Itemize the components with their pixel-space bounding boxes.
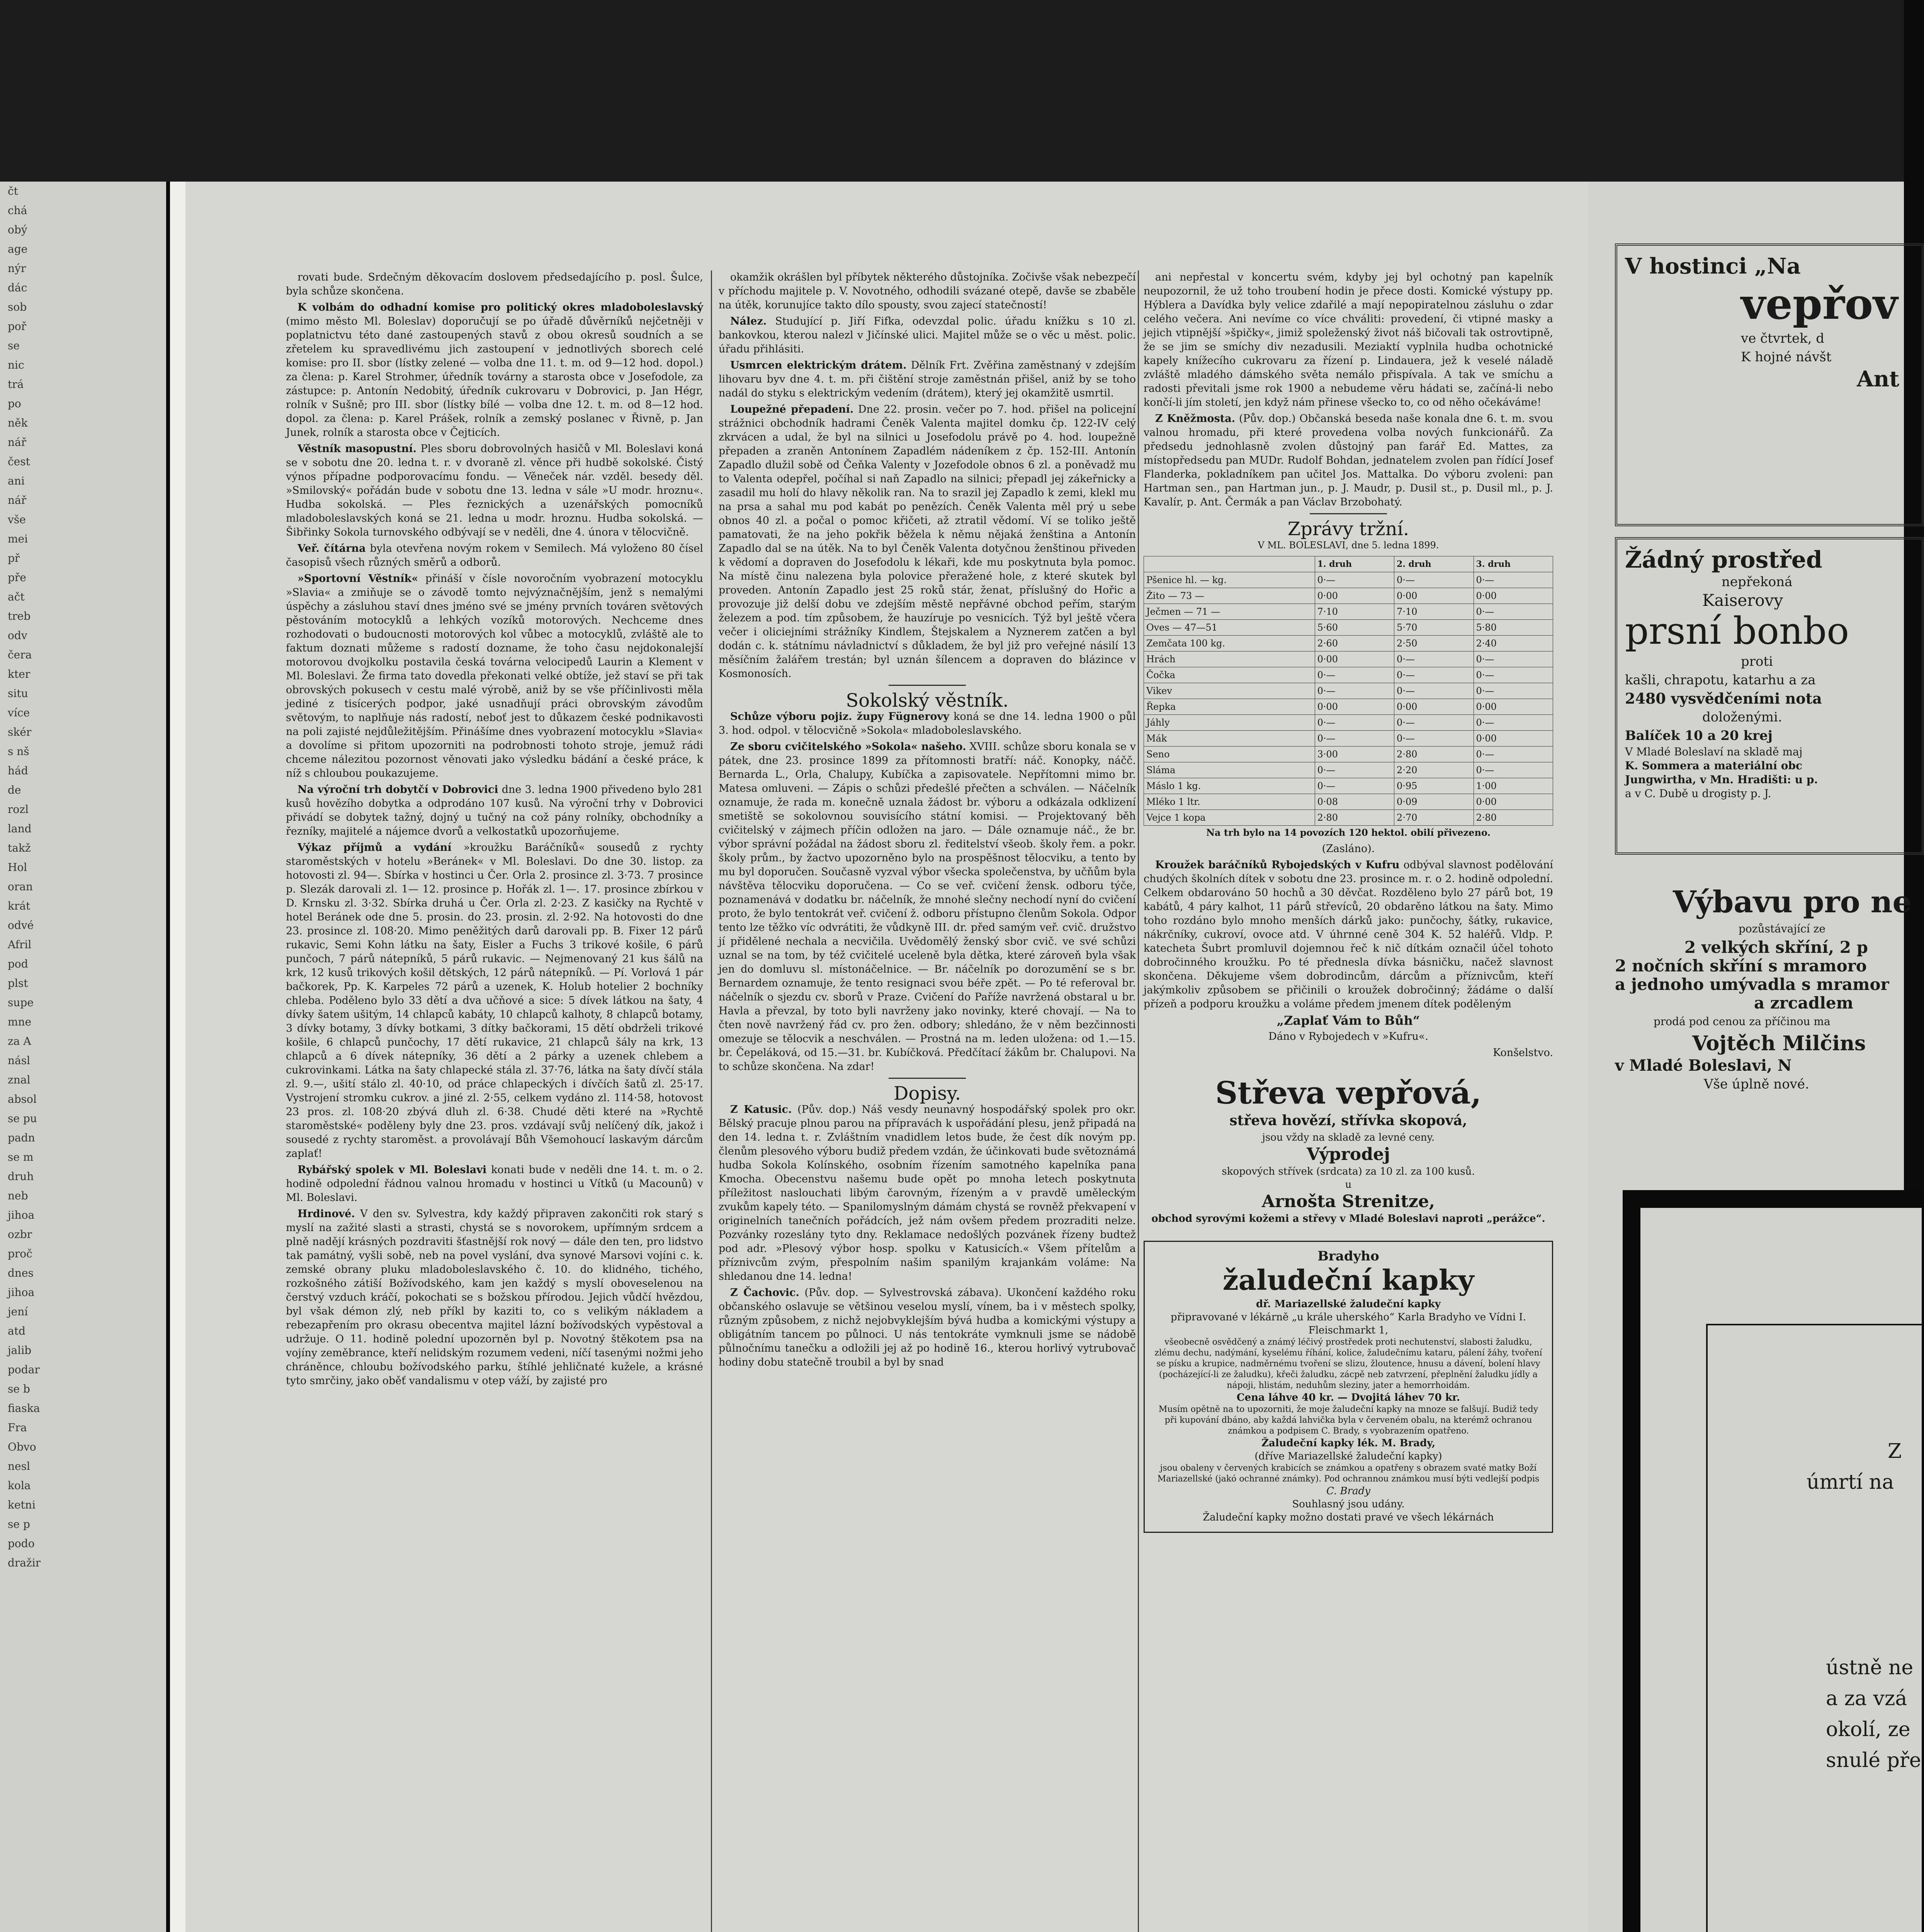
market-row bbox=[1144, 762, 1553, 778]
katusic-title: Z Katusic. bbox=[730, 1104, 792, 1116]
margin-fragment: nýr bbox=[8, 262, 26, 275]
streva-advertisement bbox=[1144, 1068, 1553, 1233]
market-price: 0·00 bbox=[1474, 731, 1553, 747]
margin-fragment: čest bbox=[8, 455, 30, 468]
nalez-article bbox=[719, 315, 1136, 356]
sokol-article-1 bbox=[719, 710, 1136, 738]
masopust-title: Věstník masopustní. bbox=[297, 443, 417, 455]
market-price: 2·80 bbox=[1315, 810, 1394, 826]
rybar-article bbox=[286, 1163, 703, 1205]
market-row bbox=[1144, 572, 1553, 588]
loup-title: Loupežné přepadení. bbox=[730, 403, 854, 415]
katusic-article bbox=[719, 1103, 1136, 1284]
market-price: 7·10 bbox=[1315, 604, 1394, 620]
market-price: 0·— bbox=[1474, 667, 1553, 683]
margin-fragment: chá bbox=[8, 204, 27, 217]
market-row bbox=[1144, 604, 1553, 620]
market-commodity: Čočka bbox=[1144, 667, 1315, 683]
margin-fragment: odv bbox=[8, 629, 27, 642]
market-price: 7·10 bbox=[1394, 604, 1474, 620]
loup-article bbox=[719, 403, 1136, 681]
market-price: 0·00 bbox=[1315, 588, 1394, 604]
margin-fragment: obý bbox=[8, 223, 27, 236]
market-price: 0·— bbox=[1474, 604, 1553, 620]
market-price: 0·00 bbox=[1315, 699, 1394, 715]
margin-fragment: sob bbox=[8, 301, 27, 313]
dobrovice-article bbox=[286, 783, 703, 838]
market-price: 0·09 bbox=[1394, 794, 1474, 810]
brady-title: žaludeční kapky bbox=[1222, 1264, 1474, 1296]
column-rule-1 bbox=[711, 270, 712, 1932]
market-commodity: Ječmen — 71 — bbox=[1144, 604, 1315, 620]
market-note: Na trh bylo na 14 povozích 120 hektol. obilí přivezeno. bbox=[1206, 827, 1491, 838]
nalez-title: Nález. bbox=[730, 315, 767, 327]
vybava-line-10: Vše úplně nové. bbox=[1704, 1077, 1809, 1092]
margin-fragment: po bbox=[8, 397, 21, 410]
kaiser-line-4: prsní bonbo bbox=[1625, 609, 1849, 653]
kufr-signature: Konšelstvo. bbox=[1493, 1047, 1553, 1059]
margin-fragment: de bbox=[8, 784, 21, 796]
margin-fragment: padn bbox=[8, 1131, 35, 1144]
market-price: 0·— bbox=[1315, 762, 1394, 778]
market-price: 0·— bbox=[1474, 762, 1553, 778]
hostinec-line-4: K hojné návšt bbox=[1741, 349, 1832, 365]
margin-fragment: ačt bbox=[8, 590, 25, 603]
market-price: 0·— bbox=[1315, 715, 1394, 731]
obituary-inner-border bbox=[1706, 1324, 1924, 1932]
market-subtitle: V ML. BOLESLAVI, dne 5. ledna 1899. bbox=[1258, 540, 1439, 551]
brady-line-2: všeobecně osvědčený a známý léčivý prostředek proti nechutenství, slabosti žaludku, zlému dechu, nadýmání, kyselému říhání, kolice, žaludečnímu kataru, pálení žáhy, tvoření se písku a krupice, nadměrnému tvoření se slizu, žloutence, hnusu a dávení, bolení hlavy (pocházející-li ze žaludku), křeči žaludku, zácpě neb zatvrzení, přeplnění žaludku jídly a nápoji, hlistám, neduhům sleziny, jater a hemorrhoidám. bbox=[1154, 1337, 1542, 1390]
kos-title: Z Kněžmosta. bbox=[1155, 413, 1236, 425]
market-price: 0·00 bbox=[1474, 699, 1553, 715]
brady-signature: C. Brady bbox=[1326, 1485, 1370, 1497]
market-price: 2·20 bbox=[1394, 762, 1474, 778]
brady-line-3: Žaludeční kapky lék. M. Brady, bbox=[1261, 1437, 1435, 1449]
market-price: 0·— bbox=[1315, 683, 1394, 699]
vykaz-title: Výkaz příjmů a vydání bbox=[297, 842, 452, 854]
sokol-section-title: Sokolský věstník. bbox=[846, 690, 1009, 711]
kaiser-line-12: Jungwirtha, v Mn. Hradišti: u p. bbox=[1625, 773, 1818, 786]
section-divider bbox=[889, 685, 966, 686]
vybava-line-9: v Mladé Boleslavi, N bbox=[1615, 1056, 1792, 1075]
citarna-text: byla otevřena novým rokem v Semilech. Má vyloženo 80 čísel časopisů všech různých směrů a odborů. bbox=[286, 543, 703, 568]
vybava-line-5: a jednoho umývadla s mramor bbox=[1615, 975, 1889, 994]
market-header-cell bbox=[1144, 556, 1315, 572]
market-row bbox=[1144, 620, 1553, 636]
margin-fragment: neb bbox=[8, 1189, 28, 1202]
sokol-p2-text: XVIII. schůze sboru konala se v pátek, dne 23. prosince 1899 za přítomnosti bratří: náč. Konopky, náčč. Bernarda L., Orla, Chalupy, Kubíčka a zapisovatele. Nepřítomni mimo br. Matesa omluveni. — Zápis o schůzi předešlé přečten a schválen. — Náčelník oznamuje, že rada m. konečně uznala žádost br. výboru a odkázala odklizení smetiště se sokolovnou souvisícího státní komisi. — Projektovaný běh cvičitelský v zájmech příčin odložen na jaro. — Dále oznamuje náč., že br. výbor správní požádal na žádost sboru zl. ředitelství všeob. školy řem. a pokr. školy prům., by žactvo upozorněno bylo na prospěšnost tělocviku, a tento by mu byl doporučen. Současně vyzval výbor všecka společenstva, by učňům byla návštěva tělocviku doporučena. — Co se veř. cvičení žensk. odboru týče, poznamenává v dodatku br. náčelník, že mnohé slečny nechodí nyní do cvičení proto, že bylo tentokrát veř. cvičení ž. odboru přístupno členům Sokola. Odpor tento lze těžko víc odvrátiti, že vůdkyně III. dr. před samým veř. cvič. družstvo jí přidělené nechala a necvičila. Uvědomělý ženský sbor cvič. ve své schůzi uznal se na tom, by též cvičitelé uceleně byla dětka, které zároveň byla však jen do domluvu sl. místonáčelnice. — Br. náčelník po dorozumění se s br. Bernardem oznamuje, že tento resignaci svou béře zpět. — Po té referoval br. náčelník o sjezdu cv. sborů v Praze. Cvičení do Paříže navržená obstaral u br. Havla a převzal, by toto byli navrženy jako novinky, které chovají. — Na to čten nově navržený řád cv. pro žen. odbory; shledáno, že v něm bezčinnosti omezuje se tělocvik a neschválen. — Prostná na m. leden uložena: od 1.—15. br. Čepeláková, od 15.—31. br. Kubíčková. Předčítací žákům br. Chalupovi. Na to schůze skončena. Na zdar! bbox=[719, 741, 1136, 1073]
market-price: 0·— bbox=[1474, 683, 1553, 699]
dopisy-section-title: Dopisy. bbox=[893, 1083, 961, 1104]
market-row bbox=[1144, 810, 1553, 826]
brady-line-6: Souhlasný jsou udány. bbox=[1292, 1498, 1405, 1510]
brady-advertisement bbox=[1144, 1241, 1553, 1533]
streva-line-5: skopových střívek (srdcata) za 10 zl. za 100 kusů. bbox=[1222, 1166, 1475, 1177]
market-price: 2·70 bbox=[1394, 810, 1474, 826]
market-price: 0·— bbox=[1315, 667, 1394, 683]
kaiser-advertisement bbox=[1615, 537, 1924, 855]
market-commodity: Mák bbox=[1144, 731, 1315, 747]
market-price: 0·— bbox=[1315, 572, 1394, 588]
market-price: 0·— bbox=[1315, 731, 1394, 747]
margin-fragment: mne bbox=[8, 1015, 32, 1028]
previous-page-margin bbox=[0, 182, 166, 1932]
market-header-cell: 1. druh bbox=[1315, 556, 1394, 572]
margin-fragment: supe bbox=[8, 996, 34, 1009]
margin-fragment: odvé bbox=[8, 919, 34, 932]
kos-text: (Pův. dop.) Občanská beseda naše konala dne 6. t. m. svou valnou hromadu, při které provedena volba nových funkcionářů. Za předsedu jednohlasně zvolen důstojný pan farář Ed. Mattes, za místopředsedu pan MUDr. Rudolf Bohdan, jednatelem zvolen pan řídící Josef Flanderka, pokladníkem pan učitel Jos. Mattalka. Do výboru zvoleni: pan Hartman sen., pan Hartman jun., p. J. Maudr, p. Dusil st., p. Dusil ml., p. J. Kavalír, p. Ant. Čermák a pan Václav Brzobohatý. bbox=[1144, 413, 1553, 508]
brady-warning: Musím opětně na to upozorniti, že moje žaludeční kapky na mnoze se falšují. Budiž tedy při kupování dbáno, aby každá lahvička byla v červeném obalu, na kterémž ochranou známkou a podpisem C. Brady, s vyobrazením opatřeno. bbox=[1158, 1405, 1538, 1436]
obituary-line-2: úmrtí na bbox=[1807, 1471, 1894, 1494]
market-price: 0·— bbox=[1394, 651, 1474, 667]
market-row bbox=[1144, 715, 1553, 731]
market-row bbox=[1144, 747, 1553, 762]
vybava-line-3: 2 velkých skříní, 2 p bbox=[1684, 938, 1868, 957]
market-price: 0·00 bbox=[1394, 588, 1474, 604]
streva-line-6: u bbox=[1345, 1179, 1352, 1190]
margin-fragment: plst bbox=[8, 977, 28, 990]
margin-fragment: absol bbox=[8, 1093, 37, 1105]
margin-fragment: proč bbox=[8, 1247, 32, 1260]
hrdinove-continued: okamžik okrášlen byl příbytek některého důstojníka. Zočivše však nebezpečí v příchodu majitele p. V. Novotného, odhodili svázané otepě, davše se zbaběle na útěk, korunujíce takto dílo spousty, svou zajecí statečností! bbox=[719, 271, 1136, 311]
sokol-p2-title: Ze sboru cvičitelského »Sokola« našeho. bbox=[730, 741, 966, 753]
sokol-article-2 bbox=[719, 740, 1136, 1074]
margin-fragment: situ bbox=[8, 687, 28, 700]
komise-title: K volbám do odhadní komise pro politický okres mladoboleslavský bbox=[297, 301, 703, 313]
sokol-p1-text: koná se dne 14. ledna 1900 o půl 3. hod. odpol. v tělocvičně »Sokola« mladoboleslavského. bbox=[719, 711, 1136, 736]
market-price: 0·— bbox=[1394, 731, 1474, 747]
citarna-title: Veř. čítárna bbox=[297, 543, 366, 554]
market-row bbox=[1144, 778, 1553, 794]
kufr-title: Kroužek baráčníků Rybojedských v Kufru bbox=[1155, 859, 1400, 871]
market-price: 2·80 bbox=[1394, 747, 1474, 762]
margin-fragment: jihoa bbox=[8, 1209, 35, 1221]
margin-fragment: trá bbox=[8, 378, 24, 391]
market-price: 0·00 bbox=[1474, 588, 1553, 604]
brady-price: Cena láhve 40 kr. — Dvojitá láhev 70 kr. bbox=[1236, 1392, 1460, 1403]
market-commodity: Vejce 1 kopa bbox=[1144, 810, 1315, 826]
obituary-line-1: Z bbox=[1888, 1440, 1902, 1463]
market-price: 0·00 bbox=[1315, 651, 1394, 667]
margin-fragment: land bbox=[8, 822, 32, 835]
scan-border-top bbox=[0, 0, 1904, 182]
market-price: 0·00 bbox=[1474, 794, 1553, 810]
margin-fragment: něk bbox=[8, 417, 28, 429]
market-row bbox=[1144, 683, 1553, 699]
citarna-article bbox=[286, 542, 703, 570]
kaiser-line-7: 2480 vysvědčeními nota bbox=[1625, 690, 1822, 707]
dobrovice-title: Na výroční trh dobytčí v Dobrovici bbox=[297, 784, 498, 796]
market-table bbox=[1144, 556, 1553, 826]
market-commodity: Oves — 47—51 bbox=[1144, 620, 1315, 636]
market-price: 2·80 bbox=[1474, 810, 1553, 826]
dobrovice-text: dne 3. ledna 1900 přivedeno bylo 281 kusů hovězího dobytka a odprodáno 107 kusů. Na výroční trhy v Dobrovici přivádí se dobytek tažný, dojný u tučný na což pány rolníky, obchodníky a řezníky, majitelé a nájemce dvorů a velkostatků upozorňujeme. bbox=[286, 784, 703, 837]
margin-fragment: znal bbox=[8, 1073, 31, 1086]
brady-line-4: (dříve Mariazellské žaludeční kapky) bbox=[1254, 1451, 1442, 1462]
market-price: 0·08 bbox=[1315, 794, 1394, 810]
column-3 bbox=[1144, 270, 1553, 1541]
margin-fragment: mei bbox=[8, 532, 28, 545]
margin-fragment: ani bbox=[8, 474, 25, 487]
market-table-body bbox=[1144, 572, 1553, 826]
obituary-line-6: snulé pře bbox=[1826, 1749, 1921, 1772]
margin-fragment: více bbox=[8, 706, 30, 719]
brady-subtitle: dř. Mariazellské žaludeční kapky bbox=[1256, 1298, 1441, 1310]
market-price: 0·— bbox=[1394, 683, 1474, 699]
kaiser-line-2: nepřekoná bbox=[1722, 574, 1793, 590]
market-commodity: Máslo 1 kg. bbox=[1144, 778, 1315, 794]
market-price: 0·— bbox=[1394, 667, 1474, 683]
brady-line-5: jsou obaleny v červených krabicích se známkou a opatřeny s obrazem svaté matky Boží Mariazellské (jakó ochranné známky). Pod ochrannou známkou musí býti vedlejší podpis bbox=[1157, 1463, 1540, 1484]
market-commodity: Mléko 1 ltr. bbox=[1144, 794, 1315, 810]
streva-title: Střeva vepřová, bbox=[1215, 1075, 1482, 1111]
vybava-line-8: Vojtěch Milčins bbox=[1692, 1032, 1866, 1055]
hostinec-line-2: vepřov bbox=[1741, 279, 1898, 329]
komise-text: (mimo město Ml. Boleslav) doporučují se po úřadě důvěrníků nejčetněji v poplatnictvu této dané zastoupených stavů z obou okresů soudních a se zřetelem ku spravedlivému jich zastoupení v jednotlivých sborech celé komise: pro II. sbor (lístky zelené — volba dne 11. t. m. od 9—12 hod. dopol.) za člena: p. Karel Strohmer, úředník továrny a starosta obce v Josefodole, za zástupce: p. Antonín Nedobitý, úředník cukrovaru v Dobrovici, p. Jan Hégr, rolník v Sušně; pro III. sbor (lístky bílé — volba dne 12. t. m. od 8—12 hod. dopol. za člena: p. Karel Prášek, rolník a zemský poslanec v Řivně, p. Jan Junek, rolník a starosta obce v Čejticích. bbox=[286, 315, 703, 439]
margin-fragment: oran bbox=[8, 880, 33, 893]
market-price: 0·— bbox=[1315, 778, 1394, 794]
market-table-header bbox=[1144, 556, 1553, 572]
margin-fragment: dnes bbox=[8, 1267, 34, 1279]
margin-fragment: age bbox=[8, 243, 28, 255]
market-commodity: Žito — 73 — bbox=[1144, 588, 1315, 604]
margin-fragment: za A bbox=[8, 1035, 31, 1048]
margin-fragment: se p bbox=[8, 1518, 30, 1531]
hostinec-line-3: ve čtvrtek, d bbox=[1741, 331, 1825, 346]
masopust-text: Ples sboru dobrovolných hasičů v Ml. Boleslavi koná se v sobotu dne 20. ledna t. r. v dvoraně zl. věnce při hudbě sokolské. Čistý výnos případne podporovacímu fondu. — Věneček nár. vzděl. besedy děl. »Smilovský« pořádán bude v sobotu dne 13. ledna v sále »U modr. hroznu«. Hudba sokolská. — Ples řeznických a uzenářských pomocníků mladoboleslavských koná se 21. ledna u modr. hroznu. Hudba sokolská. — Šibřinky Sokola turnovského odbývají se v neděli, dne 4. února v tělocvičně. bbox=[286, 443, 703, 538]
margin-fragment: př bbox=[8, 552, 20, 565]
vybava-line-6: a zrcadlem bbox=[1754, 993, 1854, 1012]
margin-fragment: nář bbox=[8, 436, 27, 449]
margin-fragment: rozl bbox=[8, 803, 29, 816]
margin-fragment: druh bbox=[8, 1170, 34, 1183]
margin-fragment: čera bbox=[8, 648, 32, 661]
brady-top: Bradyho bbox=[1317, 1248, 1379, 1264]
katusic-text: (Pův. dop.) Náš vesdy neunavný hospodářský spolek pro okr. Bělský pracuje plnou parou na přípravách k uspořádání plesu, jenž připadá na den 14. ledna t. r. Zvláštním vnadidlem letos bude, že čest dík novým pp. členům plesového výboru budiž předem vzdán, že účinkovati bude světoznámá hudba Sokola Kolínského, osobním řízením samotného kapelníka pana Kmocha. Obecenstvu našemu bude opět po mnoha letech poskytnuta příležitost naslouchati libým čarovným, řízeným a v pravdě uměleckým zvukům kapely této. — Spanilomyslným dámám chystá se rovněž překvapení v originelních tanečních pořádcích, jež nám ovšem předem prozraditi nelze. Pozvánky rozeslány tyto dny. Reklamace nedošlých pozvánek řízeny budtež pod adr. »Plesový výbor hosp. spolku v Katusicích.« Všem přítelům a příznivcům zvým, přespolním našim spanilým krajankám voláme: Na shledanou dne 14. ledna! bbox=[719, 1104, 1136, 1282]
section-divider bbox=[889, 1078, 966, 1079]
kos-article bbox=[1144, 412, 1553, 509]
hostinec-line-5: Ant bbox=[1857, 366, 1900, 392]
hostinec-advertisement bbox=[1615, 243, 1924, 526]
market-price: 0·— bbox=[1474, 747, 1553, 762]
margin-fragment: čt bbox=[8, 185, 18, 197]
margin-fragment: nesl bbox=[8, 1460, 30, 1473]
market-price: 0·— bbox=[1394, 572, 1474, 588]
margin-fragment: se bbox=[8, 339, 20, 352]
market-price: 0·— bbox=[1474, 715, 1553, 731]
margin-fragment: poř bbox=[8, 320, 27, 333]
market-row bbox=[1144, 731, 1553, 747]
margin-fragment: s nš bbox=[8, 745, 29, 758]
kaiser-line-10: V Mladé Boleslaví na skladě maj bbox=[1625, 745, 1803, 758]
cachovic-title: Z Čachovic. bbox=[730, 1287, 799, 1299]
market-header-cell: 2. druh bbox=[1394, 556, 1474, 572]
market-row bbox=[1144, 699, 1553, 715]
streva-line-2: střeva hovězí, střívka skopová, bbox=[1229, 1112, 1467, 1129]
hrdinove-title: Hrdinové. bbox=[297, 1208, 355, 1220]
column-2 bbox=[719, 270, 1136, 1372]
elektr-article bbox=[719, 359, 1136, 400]
margin-fragment: dác bbox=[8, 281, 27, 294]
market-commodity: Pšenice hl. — kg. bbox=[1144, 572, 1315, 588]
market-price: 1·00 bbox=[1474, 778, 1553, 794]
cachovic-text: (Pův. dop. — Sylvestrovská zábava). Ukončení každého roku občanského oslavuje se většinou veselou myslí, vínem, ba i v městech spolky, různým způsobem, z nichž nejobvyklejším bývá hudba a komickými výstupy a obligátním tancem po půlnoci. U nás tentokráte vymknuli jsme se nádobě půlnočnímu tanečku a odložili jej až po hodině 16., kterou horlivý vytrubovač hodiny dobu statečně troubil a byl by snad bbox=[719, 1287, 1136, 1368]
kaiser-line-13: a v C. Dubě u drogisty p. J. bbox=[1625, 787, 1771, 800]
streva-line-4: Výprodej bbox=[1307, 1145, 1390, 1164]
margin-fragment: podo bbox=[8, 1537, 35, 1550]
zaslano-label: (Zasláno). bbox=[1322, 843, 1375, 855]
market-price: 2·50 bbox=[1394, 636, 1474, 651]
sokol-p1-title: Schůze výboru pojiz. župy Fügnerovy bbox=[730, 711, 949, 723]
market-commodity: Hrách bbox=[1144, 651, 1315, 667]
market-price: 2·60 bbox=[1315, 636, 1394, 651]
market-price: 3·00 bbox=[1315, 747, 1394, 762]
sport-text: přináší v čísle novoročním vyobrazení motocyklu »Slavia« a zmiňuje se o závodě tomto nejvýznačnějším, jenž s nemalými úspěchy a zásluhou staví dnes jméno své se jmény prvních továren světových pěstováním motocyklů a lehkých vozíků motorových. Nechceme dnes rozhodovati o budoucnosti motorových kol vůbec a motocyklů, zvláště ale to faktum doznati můžeme s radostí dozname, že toho času nejdokonalejší motorovou dvojkolku postavila česká továrna velocipedů Laurin a Klement v Ml. Boleslavi. Že firma tato dovedla překonati velké obtíže, jež staví se při tak obrovských pokusech v cestu malé výrobě, aniž by se vše příčinlivosti měla jediné z tisícerých podpor, jaké usnadňují práci obrovským závodům světovým, to naplňuje nás radostí, neboť jest to důkazem české podnikavosti na poli zajisté nejdůležitějším. Přinášíme dnes vyobrazení motocyklu »Slavia« a dovolíme si přitom upozorniti na podrobnosti tohoto stroje, jemuž rádi chceme nálezitou pozornost věnovati jako výsledku bádání a české práce, k níž s chloubou poukazujeme. bbox=[286, 573, 703, 779]
kaiser-line-3: Kaiserovy bbox=[1702, 591, 1783, 610]
margin-fragment: se pu bbox=[8, 1112, 37, 1125]
margin-fragment: takž bbox=[8, 842, 31, 854]
kaiser-line-11: K. Sommera a materiální obc bbox=[1625, 759, 1803, 772]
market-price: 5·60 bbox=[1315, 620, 1394, 636]
margin-fragment: fiaska bbox=[8, 1402, 40, 1415]
market-commodity: Řepka bbox=[1144, 699, 1315, 715]
margin-fragment: kola bbox=[8, 1479, 31, 1492]
cachovic-article bbox=[719, 1286, 1136, 1369]
sport-article bbox=[286, 572, 703, 781]
margin-fragment: ozbr bbox=[8, 1228, 32, 1241]
margin-fragment: kter bbox=[8, 668, 31, 680]
vybava-line-2: pozůstávající ze bbox=[1739, 922, 1825, 935]
market-commodity: Zemčata 100 kg. bbox=[1144, 636, 1315, 651]
vybava-line-1: Výbavu pro ne bbox=[1673, 884, 1912, 920]
brady-end: Žaludeční kapky možno dostati pravé ve všech lékárnách bbox=[1203, 1512, 1494, 1523]
vykaz-text: »kroužku Baráčníků« sousedů z rychty staroměstských v hotelu »Beránek« v Ml. Boleslavi. Do dne 30. listop. za hotovosti zl. 94—. Sbírka v hostinci u Čer. Orla 2. prosince zl. 3·73. 7 prosince p. Slezák darovali zl. 1— 12. prosince p. Hořák zl. 1—. 17. prosince zbírkou v D. Krnsku zl. 3·32. Sbírka druhá u Čer. Orla zl. 2·23. Z kasičky na Rychtě v hotel Beránek ode dne 5. prosin. do 23. prosin. zl. 2·92. Na hotovosti do dne 23. prosince zl. 108·20. Mimo peněžitých darů darovali pp. B. Fixer 12 párů rukavic, Semi Kohn látku na šaty, Eisler a Fuchs 3 trikové košile, 6 párů punčoch, 7 párů nátepníků, 5 párů rukavic. — Nejmenovaný 21 kus šálů na krk, 12 kusů trikových košil dětských, 12 párů nátepníků. — Pí. Vorlová 1 pár bačkorek, Pp. K. Karpeles 72 párů a uzenek, K. Holub hotelier 2 bochníky chleba. Poděleno bylo 33 dětí a dva učňové a sice: 5 dívek látkou na šaty, 4 dívky šatem ušitým, 14 chlapců kabáty, 10 chlapců kalhoty, 8 chlapců botamy, 3 dívky botamy, 3 dívky botkami, 3 dítky bačkorami, 15 dětí obdrželi trikové košile, 6 chlapců punčochy, 17 dětí rukavice, 21 chlapců šály na krk, 13 chlapců a 6 dívek nátepníky, 36 dětí a 2 párky a uzenek chlebem a cukrovinkami. Látka na šaty chlapecké stála zl. 37·76, látka na šaty dívčí stála zl. 9.—, ušití stálo zl. 40·10, od práce chlapeckých i dívčích šatů zl. 25·17. Vystrojení stromku cukrov. a jiné zl. 2·55, celkem vydáno zl. 114·58, hotovost 23 pros. zl. 108·20 zbývá dluh zl. 6·38. Chudé děti které na »Rychtě staroměstské« poděleny byly dne 23. pros. vzdávají svůj nelíčený dík, jakož i sousedé z rychty staroměst. a provolávají Bůh Všemohoucí laskavým dárcům zaplať! bbox=[286, 842, 703, 1160]
masopust-article bbox=[286, 442, 703, 539]
kufr-text: odbýval slavnost podělování chudých školních dítek v sobotu dne 23. prosince m. r. o 2. hodině odpolední. Celkem obdarováno 50 hochů a 30 děvčat. Rozděleno bylo 27 párů bot, 19 kabátů, 4 páry kalhot, 11 párů střevíců, 20 obdarěno látkou na šaty. Mimo toho rozdáno bylo mnoho menších dárků jako: punčochy, šátky, rukavice, nákrčníky, cukroví, ovoce atd. V úhrnné ceně 304 K. 52 haléřů. Vldp. P. katecheta Šubrt promluvil dojemnou řeč k nič dítkám označil účel tohoto dobročinného kroužku. Po té přednesla dívka básničku, načež slavnost skončena. Děkujeme všem dobrodincům, dárcům a příznivcům, kteří jakýmkoliv způsobem se přičinili o kroužek dobročinný; žádáme o další přízeň a podporu kroužku a voláme předem jmenem dítek poděleným bbox=[1144, 859, 1553, 1010]
elektr-text: Dělník Frt. Zvěřina zaměstnaný v zdejším lihovaru byv dne 4. t. m. při čištění stroje zaměstnán přišel, aniž by se toho nadál do styku s elektrickým vedením (drátem), který jej okamžitě usmrtil. bbox=[719, 359, 1136, 399]
rybar-title: Rybářský spolek v Ml. Boleslavi bbox=[297, 1164, 487, 1176]
kaiser-line-5: proti bbox=[1741, 654, 1773, 669]
sport-title: »Sportovní Věstník« bbox=[297, 573, 418, 585]
margin-fragment: nář bbox=[8, 494, 27, 507]
rybar-text: konati bude v neděli dne 14. t. m. o 2. hodině odpolední řádnou valnou hromadu v hostinci u Vítků (u Macounů) v Ml. Boleslavi. bbox=[286, 1164, 703, 1204]
market-price: 0·00 bbox=[1394, 699, 1474, 715]
market-commodity: Jáhly bbox=[1144, 715, 1315, 731]
obituary-line-5: okolí, ze bbox=[1826, 1718, 1910, 1741]
hrdinove-text: V den sv. Sylvestra, kdy každý připraven zakončiti rok starý s myslí na zažité slasti a strasti, chystá se s novorokem, upřímným srdcem a plně nadějí krásných pozdraviti šťastnější rok nový — dále den ten, pro lidstvo tak památný, vyšli sobě, neb na povel vyslání, dva synové Marsovi vojíni c. k. zemské obrany pluku mladoboleslavského č. 10. do klidného, tichého, rozkošného zátiší Božívodského, kam jen každý s myslí oboveselenou na čerstvý vzduch kráčí, pokochati se s božskou přírodou. Jejich vůdčí hvězdou, byl však démon zlý, neb příkl by kaziti to, co s velikým nákladem a rebezapřením pro okrasu obecentva majitel lázní božívodských vypěstoval a udržuje. O 11. hodině polední upozorněn byl p. Novotný štěkotem psa na vojíny zeměbrance, kteří nelidským rozumem vedeni, níčí tasenými nožmi jeho chráněnce, chloubu božívodského parku, štíhlé jehličnaté kužele, a krásné tyto smrčiny, jako oběť vandalismu v otep váží, by zajisté pro bbox=[286, 1208, 703, 1387]
obituary-frame bbox=[1623, 1190, 1922, 1932]
margin-fragment: pod bbox=[8, 957, 28, 970]
margin-fragment: jihoa bbox=[8, 1286, 35, 1299]
market-commodity: Seno bbox=[1144, 747, 1315, 762]
market-price: 0·— bbox=[1394, 715, 1474, 731]
kaiser-line-9: Balíček 10 a 20 krej bbox=[1625, 728, 1773, 743]
margin-fragment: treb bbox=[8, 610, 31, 622]
hrdinove-article bbox=[286, 1207, 703, 1388]
market-section-title: Zprávy tržní. bbox=[1287, 518, 1409, 540]
kaiser-line-8: doloženými. bbox=[1702, 709, 1782, 725]
vykaz-article bbox=[286, 841, 703, 1161]
market-commodity: Sláma bbox=[1144, 762, 1315, 778]
market-price: 5·80 bbox=[1474, 620, 1553, 636]
obituary-line-4: a za vzá bbox=[1826, 1687, 1907, 1710]
intro-paragraph: rovati bude. Srdečným děkovacím doslovem předsedajícího p. posl. Šulce, byla schůze skončena. bbox=[286, 271, 703, 297]
margin-fragment: podar bbox=[8, 1363, 40, 1376]
market-price: 2·40 bbox=[1474, 636, 1553, 651]
hostinec-line-1: V hostinci „Na bbox=[1625, 253, 1801, 279]
market-price: 5·70 bbox=[1394, 620, 1474, 636]
vybava-advertisement bbox=[1615, 884, 1912, 1163]
market-price: 0·— bbox=[1474, 572, 1553, 588]
column-rule-2 bbox=[1138, 270, 1139, 1932]
market-row bbox=[1144, 794, 1553, 810]
margin-fragment: se b bbox=[8, 1383, 30, 1395]
section-divider bbox=[1310, 513, 1387, 514]
market-price: 0·95 bbox=[1394, 778, 1474, 794]
market-row bbox=[1144, 588, 1553, 604]
margin-fragment: atd bbox=[8, 1325, 25, 1337]
margin-fragment: pře bbox=[8, 571, 26, 584]
margin-fragment: krát bbox=[8, 900, 31, 912]
kufr-article bbox=[1144, 858, 1553, 1011]
margin-fragment: dražir bbox=[8, 1556, 41, 1569]
streva-line-3: jsou vždy na skladě za levné ceny. bbox=[1262, 1132, 1435, 1143]
vybava-line-4: 2 nočních skříní s mramoro bbox=[1615, 956, 1867, 975]
market-row bbox=[1144, 667, 1553, 683]
margin-fragment: ketni bbox=[8, 1498, 36, 1511]
loup-text: Dne 22. prosin. večer po 7. hod. přišel na policejní strážnici obchodník hadrami Čeněk Valenta majitel domku čp. 122-IV celý zkrvácen a udal, že byl na silnici u Josefodolu právě po 4. hod. loupežně přepaden a zraněn Antonínem Zapadlém nádeníkem z čp. 152-III. Antonín Zapadlo dlužil sobě od Čeňka Valenty v Jozefodole obnos 6 zl. a poněvadž mu to Valenta odepřel, počíhal si naň Zapadlo na silnici; přepadl jej zákeřnicky a zasadil mu holí do hlavy několik ran. Na to srazil jej Zapadlo k zemi, klekl mu na prsa a sahal mu pod kabát po penězích. Čeněk Valenta měl prý u sebe obnos 40 zl. a počal o pomoc křičeti, až ztratil vědomí. Ví se toliko ještě pamatovati, že na jeho pokřik běžela k němu nějaká ženština a Antonín Zapadlo dal se na útěk. Na to byl Čeněk Valenta dotyčnou ženštinou přiveden k vědomí a dopraven do Josefodolu k lékaři, kde mu poskytnuta byla pomoc. Na místě činu nalezena byla polovice přeražené hole, z které skutek byl proveden. Antonín Zapadlo jest 25 roků stár, ženat, příslušný do Hořic a provozuje již delší dobu ve zdejším městě nepřávné obchod peřím, starým železem a pod. tím způsobem, že hauzíruje po vesnicích. Týž byl ještě včera večer i oliciejními strážníky Kindlem, Štejskalem a Nyznerem zatčen a byl dodán c. k. státnímu návladnictví s důkladem, že byl již pro veřejné násilí 13 měsíčním žalářem trestán; byl uznán šílencem a dopraven do blázince v Kosmonosích. bbox=[719, 403, 1136, 680]
margin-fragment: násl bbox=[8, 1054, 31, 1067]
column-1 bbox=[286, 270, 703, 1390]
streva-merchant-name: Arnošta Strenitze, bbox=[1261, 1192, 1435, 1211]
obituary-line-3: ústně ne bbox=[1826, 1656, 1914, 1679]
market-commodity: Vikev bbox=[1144, 683, 1315, 699]
nalez-text: Studující p. Jiří Fifka, odevzdal polic. úřadu knížku s 10 zl. bankovkou, kterou nalezl v Jičínské ulici. Majitel může se o věc u měst. polic. úřadu přihlásiti. bbox=[719, 315, 1136, 355]
cachovic-continued: ani nepřestal v koncertu svém, kdyby jej byl ochotný pan kapelník neupozornil, že už toho troubení hodin je přece dosti. Komické výstupy pp. Hýblera a Davídka byly velice zdařilé a mají nepopiratelnou zásluhu o zdar celého večera. Ani nevíme co více chváliti: provedení, či vtipné masky a jejich vtipnější »špičky«, jimiž spoleženský život náš bičovali tak ostrovtipně, že se jim se smíchy div nezadusili. Meziaktí vyplnila hudba ochotnické kapely knížecího cukrovaru za řízení p. Lindauera, jež k veselé náladě zvláště mladého dámského světa nemálo přispívala. A tak ve smíchu a radosti převitali jsme rok 1900 a nebudeme věru hádati se, začíná-li nebo končí-li jím století, jen když nám přinese všecko to, co od něho očekáváme! bbox=[1144, 271, 1553, 408]
margin-fragment: Afril bbox=[8, 938, 32, 951]
market-header-cell: 3. druh bbox=[1474, 556, 1553, 572]
margin-fragment: Fra bbox=[8, 1421, 27, 1434]
margin-fragment: Hol bbox=[8, 861, 27, 874]
market-row bbox=[1144, 651, 1553, 667]
market-row bbox=[1144, 636, 1553, 651]
vybava-line-7: prodá pod cenou za příčinou ma bbox=[1654, 1015, 1831, 1028]
margin-fragment: Obvo bbox=[8, 1440, 36, 1453]
streva-line-7: obchod syrovými kožemi a střevy v Mladé Boleslavi naproti „perážce“. bbox=[1151, 1213, 1545, 1225]
margin-fragment: se m bbox=[8, 1151, 34, 1163]
margin-fragment: nic bbox=[8, 359, 24, 371]
kufr-place: Dáno v Rybojedech v »Kufru«. bbox=[1268, 1031, 1428, 1043]
margin-fragment: vše bbox=[8, 513, 26, 526]
elektr-title: Usmrcen elektrickým drátem. bbox=[730, 359, 907, 371]
market-price: 0·— bbox=[1474, 651, 1553, 667]
margin-fragment: skér bbox=[8, 726, 32, 738]
margin-fragment: jalib bbox=[8, 1344, 32, 1357]
kaiser-line-6: kašli, chrapotu, katarhu a za bbox=[1625, 672, 1816, 688]
margin-fragment: jení bbox=[8, 1305, 28, 1318]
brady-line-1: připravované v lékárně „u krále uherského“ Karla Bradyho ve Vídni I. Fleischmarkt 1, bbox=[1171, 1311, 1526, 1336]
margin-fragment: hád bbox=[8, 764, 28, 777]
komise-article bbox=[286, 301, 703, 440]
kufr-quote: „Zaplať Vám to Bůh“ bbox=[1276, 1013, 1420, 1028]
kaiser-line-1: Žádný prostřed bbox=[1625, 546, 1822, 573]
